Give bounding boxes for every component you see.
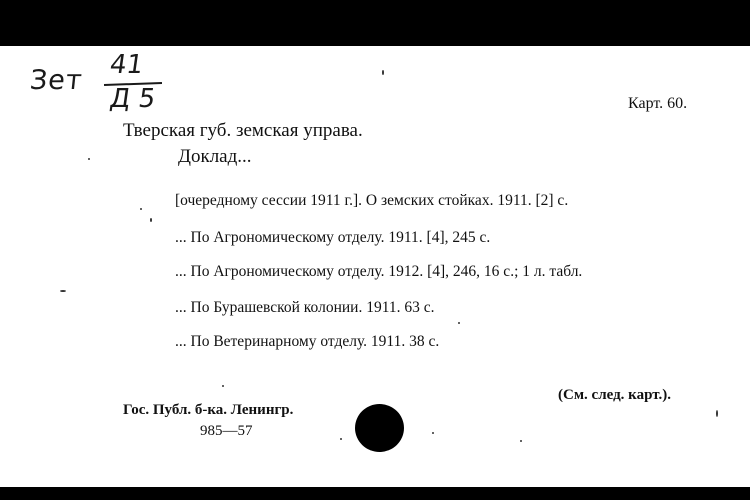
scan-speck xyxy=(382,70,384,75)
entry-line: ... По Агрономическому отделу. 1911. [4], 245 с. xyxy=(175,229,491,246)
card-number: Карт. 60. xyxy=(628,95,688,112)
scan-border-bottom xyxy=(0,487,750,500)
card-subtitle: Доклад... xyxy=(178,146,252,167)
scan-speck xyxy=(150,218,152,222)
scan-speck xyxy=(340,438,342,440)
entry-line: ... По Бурашевской колонии. 1911. 63 с. xyxy=(175,299,435,316)
entry-line: [очередному сессии 1911 г.]. О земских стойках. 1911. [2] с. xyxy=(175,192,569,209)
shelfmark-denominator: Д 5 xyxy=(107,84,158,114)
punch-hole xyxy=(355,404,404,452)
print-code: 985—57 xyxy=(200,423,253,439)
scan-border-top xyxy=(0,0,750,46)
scan-speck xyxy=(88,158,90,160)
scan-speck xyxy=(458,322,460,324)
scan-speck xyxy=(716,410,718,417)
see-next-card: (См. след. карт.). xyxy=(558,387,671,403)
shelfmark-prefix: Зет xyxy=(28,65,85,96)
library-stamp: Гос. Публ. б-ка. Ленингр. xyxy=(123,402,294,418)
scan-speck xyxy=(432,432,434,434)
entry-line: ... По Агрономическому отделу. 1912. [4], 246, 16 с.; 1 л. табл. xyxy=(175,263,583,280)
scan-speck xyxy=(520,440,522,442)
card-title: Тверская губ. земская управа. xyxy=(123,120,363,141)
scan-speck xyxy=(140,208,142,210)
scan-speck xyxy=(60,290,66,292)
shelfmark-numerator: 41 xyxy=(107,50,146,80)
scan-speck xyxy=(222,385,224,387)
entry-line: ... По Ветеринарному отделу. 1911. 38 с. xyxy=(175,333,440,350)
